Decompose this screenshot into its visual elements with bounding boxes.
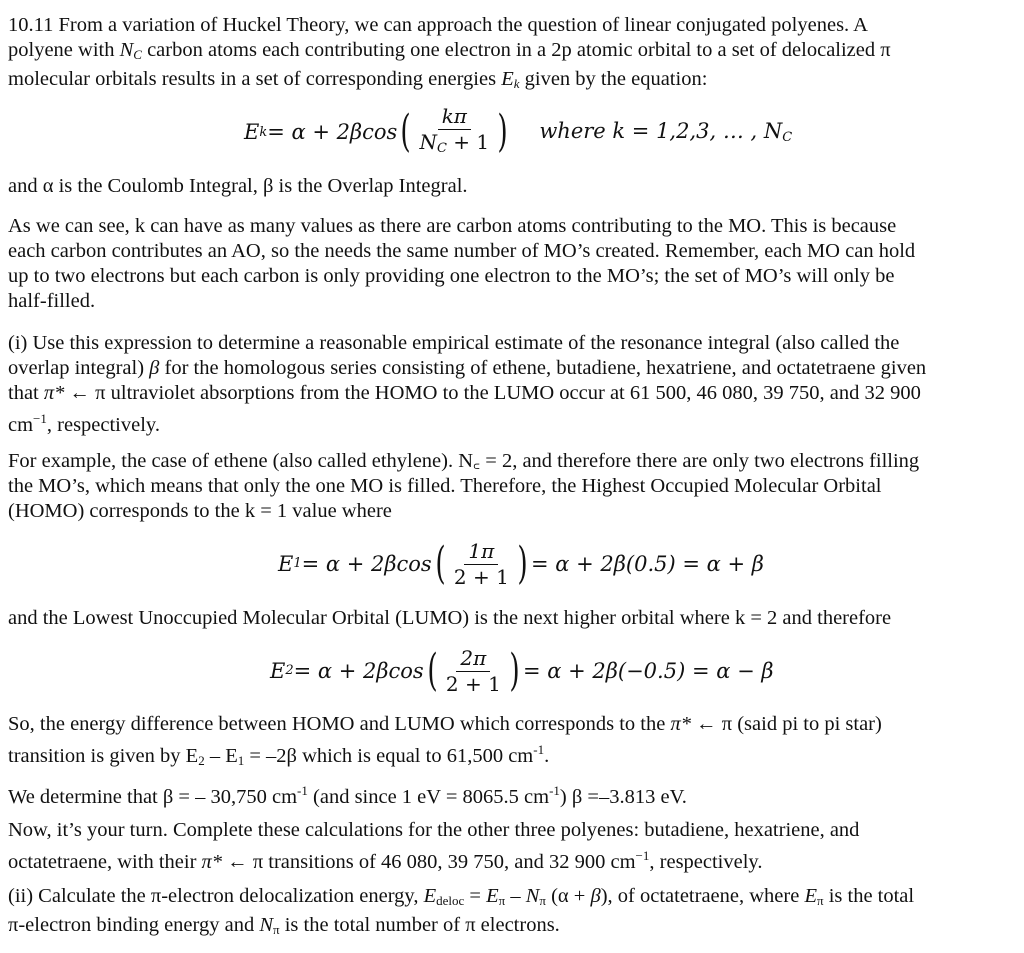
beta-result-line: We determine that β = – 30,750 $cm^{-1}$ (and since 1 eV = 8065.5 $cm^{-1}$) β =–3.813 eV. xyxy=(8,783,687,808)
energy-difference-paragraph: So, the energy difference between HOMO and LUMO which corresponds to the π* ← π (said pi to pi star) transition is given by $E_2 - E_1 = -2\beta$ which is equal to 61,500 $cm^{-1}$. xyxy=(8,713,882,768)
intro-line-3: molecular orbitals results in a set of corresponding energies $E_k$ given by the equation: xyxy=(8,68,708,91)
intro-paragraph xyxy=(8,13,1008,96)
energy-equation: E k = α + 2βcos ( $\frac{k\pi}{N_C + 1}$ ) where k = 1,2,3, … , $N_C$ xyxy=(244,103,792,161)
intro-line-2: polyene with $N_C$ carbon atoms each contributing one electron in a 2p atomic orbital to a set of delocalized π xyxy=(8,39,891,62)
k-values-paragraph: As we can see, k can have as many values as there are carbon atoms contributing to the MO. This is because each carbon contributes an AO, so the needs the same number of MO’s created. Remember, each MO can hold up to two electrons but each carbon is only providing one electron to the MO’s; the set of MO’s will only be half-filled. xyxy=(8,215,916,312)
part-i-paragraph: (i) Use this expression to determine a reasonable empirical estimate of the resonance integral (also called the overlap integral) β for the homologous series consisting of ethene, butadiene, hexatriene, and octatetraene given that π* ← π ultraviolet absorptions from the HOMO to the LUMO occur at 61 500, 46 080, 39 750, and 32 900 $cm^{-1}$, respectively. xyxy=(8,332,927,436)
alpha-beta-definition: and α is the Coulomb Integral, β is the Overlap Integral. xyxy=(8,175,468,197)
energy-fraction: $\frac{k\pi}{N_C + 1}$ xyxy=(419,104,490,156)
part-ii-paragraph: (ii) Calculate the π-electron delocalization energy, $E_{deloc} = E_\pi - N_\pi$ (α + β), of octatetraene, where $E_\pi$ is the total π-electron binding energy and $N_\pi$ is the total number of π electrons. xyxy=(8,885,915,937)
intro-line-1: 10.11 From a variation of Huckel Theory, we can approach the question of linear conjugated polyenes. A xyxy=(8,14,868,36)
lumo-equation: E 2 = α + 2βcos ( $\frac{2\pi}{2 + 1}$ ) = α + 2β(−0.5) = α − β xyxy=(270,644,774,696)
homo-equation: E 1 = α + 2βcos ( $\frac{1\pi}{2 + 1}$ ) = α + 2β(0.5) = α + β xyxy=(278,537,764,589)
lumo-line: and the Lowest Unoccupied Molecular Orbital (LUMO) is the next higher orbital where k = 2 and therefore xyxy=(8,607,892,629)
k-range: where k = 1,2,3, … , $N_C$ xyxy=(539,119,793,145)
ethene-example-paragraph: For example, the case of ethene (also called ethylene). N꜀ = 2, and therefore there are only two electrons filling the MO’s, which means that only the one MO is filled. Therefore, the Highest Occupied Molecular Orbital (HOMO) corresponds to the k = 1 value where xyxy=(8,450,920,522)
your-turn-paragraph: Now, it’s your turn. Complete these calculations for the other three polyenes: butadiene, hexatriene, and octatetraene, with their π* ← π transitions of 46 080, 39 750, and 32 900 $cm^{-1}$, respectively. xyxy=(8,819,860,873)
